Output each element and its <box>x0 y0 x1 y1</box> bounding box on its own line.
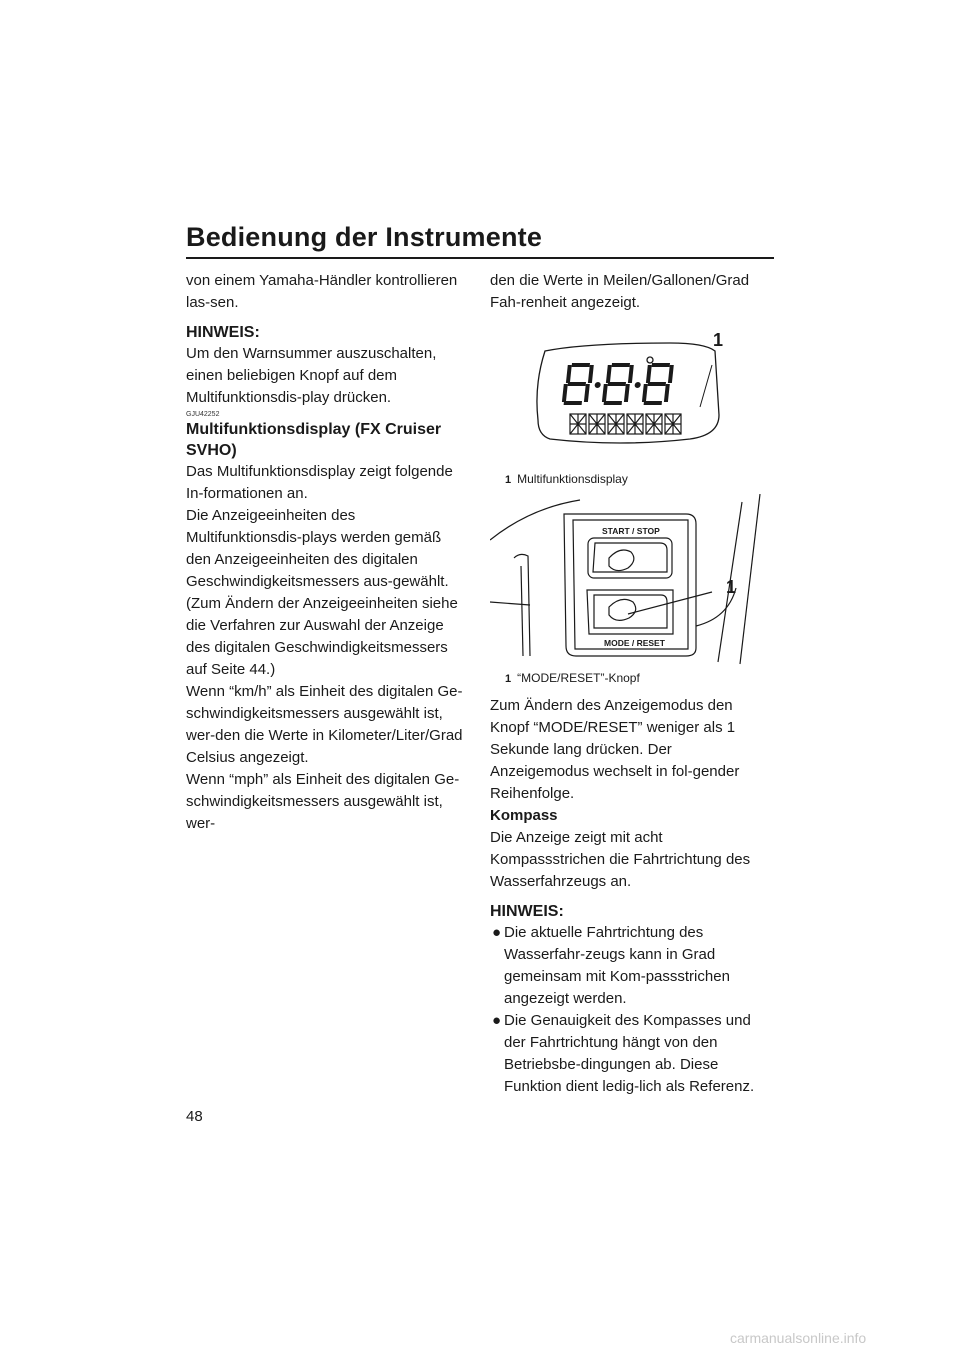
figure1-caption-number: 1 <box>505 474 512 486</box>
hinweis-heading: HINWEIS: <box>186 324 260 341</box>
figure-mode-reset-button <box>490 494 772 666</box>
right-column <box>490 270 772 1098</box>
bullet-text: Die aktuelle Fahrtrichtung des Wasserfahr-zeugs kann in Grad gemeinsam mit Kom-passstrichen angezeigt werden. <box>504 924 730 1007</box>
figure1-callout: 1 <box>713 330 724 350</box>
mode-reset-label: MODE / RESET <box>604 638 665 648</box>
hinweis-text: Um den Warnsummer auszuschalten, einen beliebigen Knopf auf dem Multifunktionsdis-play drücken. <box>186 345 437 406</box>
figure1-caption-text: Multifunktionsdisplay <box>517 472 628 486</box>
mode-paragraph: Zum Ändern des Anzeigemodus den Knopf “MODE/RESET” weniger als 1 Sekunde lang drücken. Der Anzeigemodus wechselt in fol-gender Reihenfolge. <box>490 697 740 802</box>
bullet-icon: ● <box>492 1012 502 1029</box>
kompass-text: Die Anzeige zeigt mit acht Kompassstrichen die Fahrtrichtung des Wasserfahrzeugs an. <box>490 829 751 890</box>
figure-multifunction-display <box>490 325 772 462</box>
paragraph: Wenn “mph” als Einheit des digitalen Ge-schwindigkeitsmessers ausgewählt ist, wer- <box>186 771 460 832</box>
section-code: GJU42252 <box>186 411 220 418</box>
bullet-item <box>490 1010 772 1098</box>
figure2-caption-number: 1 <box>505 673 512 685</box>
bullet-icon: ● <box>492 924 502 941</box>
page-number: 48 <box>186 1108 203 1125</box>
paragraph: Wenn “km/h” als Einheit des digitalen Ge-schwindigkeitsmessers ausgewählt ist, wer-den die Werte in Kilometer/Liter/Grad Celsius angezeigt. <box>186 683 463 766</box>
left-column <box>186 270 468 835</box>
figure2-caption <box>505 670 772 687</box>
bullet-text: Die Genauigkeit des Kompasses und der Fahrtrichtung hängt von den Betriebsbe-dingungen ab. Diese Funktion dient ledig-lich als Referenz. <box>504 1012 755 1095</box>
hinweis-heading-2: HINWEIS: <box>490 903 564 920</box>
bullet-item <box>490 922 772 1010</box>
paragraph: Die Anzeigeeinheiten des Multifunktionsdis-plays werden gemäß den Anzeigeeinheiten des digitalen Geschwindigkeitsmessers aus-gewählt. (Zum Ändern der Anzeigeeinheiten siehe die Verfahren zur Auswahl der Anzeige des digitalen Geschwindigkeitsmessers auf Seite 44.) <box>186 507 458 678</box>
intro-text: von einem Yamaha-Händler kontrollieren las-sen. <box>186 272 458 311</box>
start-stop-label: START / STOP <box>602 526 660 536</box>
continuation-text: den die Werte in Meilen/Gallonen/Grad Fah-renheit angezeigt. <box>490 272 750 311</box>
figure2-callout: 1 <box>726 577 737 597</box>
figure2-caption-text: “MODE/RESET”-Knopf <box>517 671 640 685</box>
section-heading: Multifunktionsdisplay (FX Cruiser SVHO) <box>186 421 442 459</box>
hinweis-bullet-list <box>490 922 772 1098</box>
paragraph: Das Multifunktionsdisplay zeigt folgende In-formationen an. <box>186 463 453 502</box>
multifunction-display-illustration <box>490 325 772 462</box>
kompass-heading: Kompass <box>490 807 558 824</box>
page-title: Bedienung der Instrumente <box>186 222 543 252</box>
figure1-caption <box>505 471 772 488</box>
watermark: carmanualsonline.info <box>730 1330 867 1346</box>
header-rule <box>186 257 774 259</box>
